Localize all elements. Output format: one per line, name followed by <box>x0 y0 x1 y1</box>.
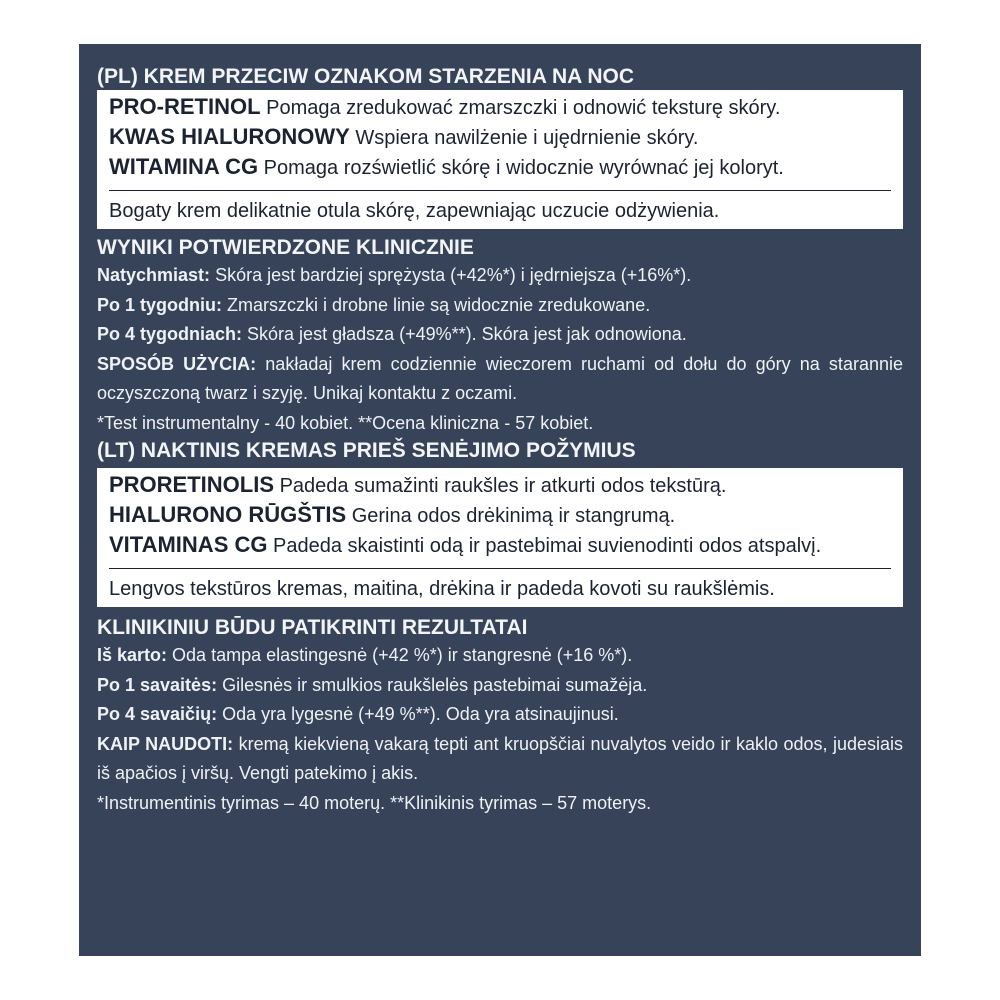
ingredient-name: HIALURONO RŪGŠTIS <box>109 502 347 527</box>
ingredient-name: VITAMINAS CG <box>109 532 268 557</box>
ingredient-text: Padeda skaistinti odą ir pastebimai suvienodinti odos atspalvį. <box>273 535 822 557</box>
ingredient-text: Wspiera nawilżenie i ujędrnienie skóry. <box>355 127 699 149</box>
usage <box>97 730 903 789</box>
result-label: Natychmiast: <box>97 265 211 285</box>
divider <box>109 568 891 569</box>
result-text: Skóra jest bardziej sprężysta (+42%*) i jędrniejsza (+16%*). <box>215 265 692 285</box>
result-line <box>97 320 903 350</box>
ingredient-name: PRORETINOLIS <box>109 472 275 497</box>
lt-note: Lengvos tekstūros kremas, maitina, drėkina ir padeda kovoti su raukšlėmis. <box>109 578 775 600</box>
result-line <box>97 641 903 671</box>
usage-label: SPOSÓB UŻYCIA: <box>97 353 257 374</box>
ingredient-text: Gerina odos drėkinimą ir stangrumą. <box>351 505 676 527</box>
pl-ingredient <box>109 95 891 120</box>
pl-results-heading: WYNIKI POTWIERDZONE KLINICZNIE <box>97 236 474 259</box>
lt-heading: (LT) NAKTINIS KREMAS PRIEŠ SENĖJIMO POŽYMIUS <box>97 439 636 462</box>
result-label: Po 1 tygodniu: <box>97 294 222 315</box>
result-text: Zmarszczki i drobne linie są widocznie zredukowane. <box>227 294 651 315</box>
result-text: Gilesnės ir smulkios raukšlelės pastebimai sumažėja. <box>222 674 648 695</box>
result-text: Oda tampa elastingesnė (+42 %*) ir stangresnė (+16 %*). <box>172 645 633 665</box>
usage <box>97 350 903 409</box>
result-label: Po 4 savaičių: <box>97 704 218 724</box>
lt-results <box>97 641 903 818</box>
result-label: Po 1 savaitės: <box>97 674 218 695</box>
lt-ingredient <box>109 533 891 558</box>
label-panel <box>79 44 921 956</box>
pl-ingredient <box>109 125 891 150</box>
pl-note: Bogaty krem delikatnie otula skórę, zapewniając uczucie odżywienia. <box>109 200 720 222</box>
result-label: Iš karto: <box>97 645 168 665</box>
divider <box>109 190 891 191</box>
pl-results <box>97 261 903 438</box>
ingredient-text: Pomaga zredukować zmarszczki i odnowić teksturę skóry. <box>266 97 781 119</box>
result-line <box>97 700 903 730</box>
result-label: Po 4 tygodniach: <box>97 324 243 344</box>
ingredient-name: WITAMINA CG <box>109 154 259 179</box>
result-text: Oda yra lygesnė (+49 %**). Oda yra atsinaujinusi. <box>222 704 619 724</box>
lt-results-heading: KLINIKINIU BŪDU PATIKRINTI REZULTATAI <box>97 616 528 639</box>
ingredient-name: PRO-RETINOL <box>109 94 261 119</box>
footnote: *Test instrumentalny - 40 kobiet. **Ocena kliniczna - 57 kobiet. <box>97 412 594 433</box>
result-line <box>97 291 903 321</box>
pl-ingredient <box>109 155 891 180</box>
usage-text: kremą kiekvieną vakarą tepti ant kruopščiai nuvalytos veido ir kaklo odos, judesiais iš apačios į viršų. Vengti patekimo į akis. <box>97 733 903 783</box>
result-line <box>97 671 903 701</box>
result-line <box>97 261 903 291</box>
ingredient-name: KWAS HIALURONOWY <box>109 124 350 149</box>
lt-ingredient <box>109 503 891 528</box>
lt-ingredient <box>109 473 891 498</box>
footnote: *Instrumentinis tyrimas – 40 moterų. **Klinikinis tyrimas – 57 moterys. <box>97 792 652 813</box>
usage-text: nakładaj krem codziennie wieczorem ruchami od dołu do góry na starannie oczyszczoną twarz i szyję. Unikaj kontaktu z oczami. <box>97 353 903 403</box>
lt-ingredients-box <box>97 468 903 607</box>
result-text: Skóra jest gładsza (+49%**). Skóra jest jak odnowiona. <box>247 324 687 344</box>
ingredient-text: Padeda sumažinti raukšles ir atkurti odos tekstūrą. <box>279 475 727 497</box>
pl-heading: (PL) KREM PRZECIW OZNAKOM STARZENIA NA NOC <box>97 65 635 88</box>
label-content <box>97 64 903 818</box>
usage-label: KAIP NAUDOTI: <box>97 733 234 754</box>
pl-ingredients-box <box>97 90 903 229</box>
ingredient-text: Pomaga rozświetlić skórę i widocznie wyrównać jej koloryt. <box>263 157 784 179</box>
